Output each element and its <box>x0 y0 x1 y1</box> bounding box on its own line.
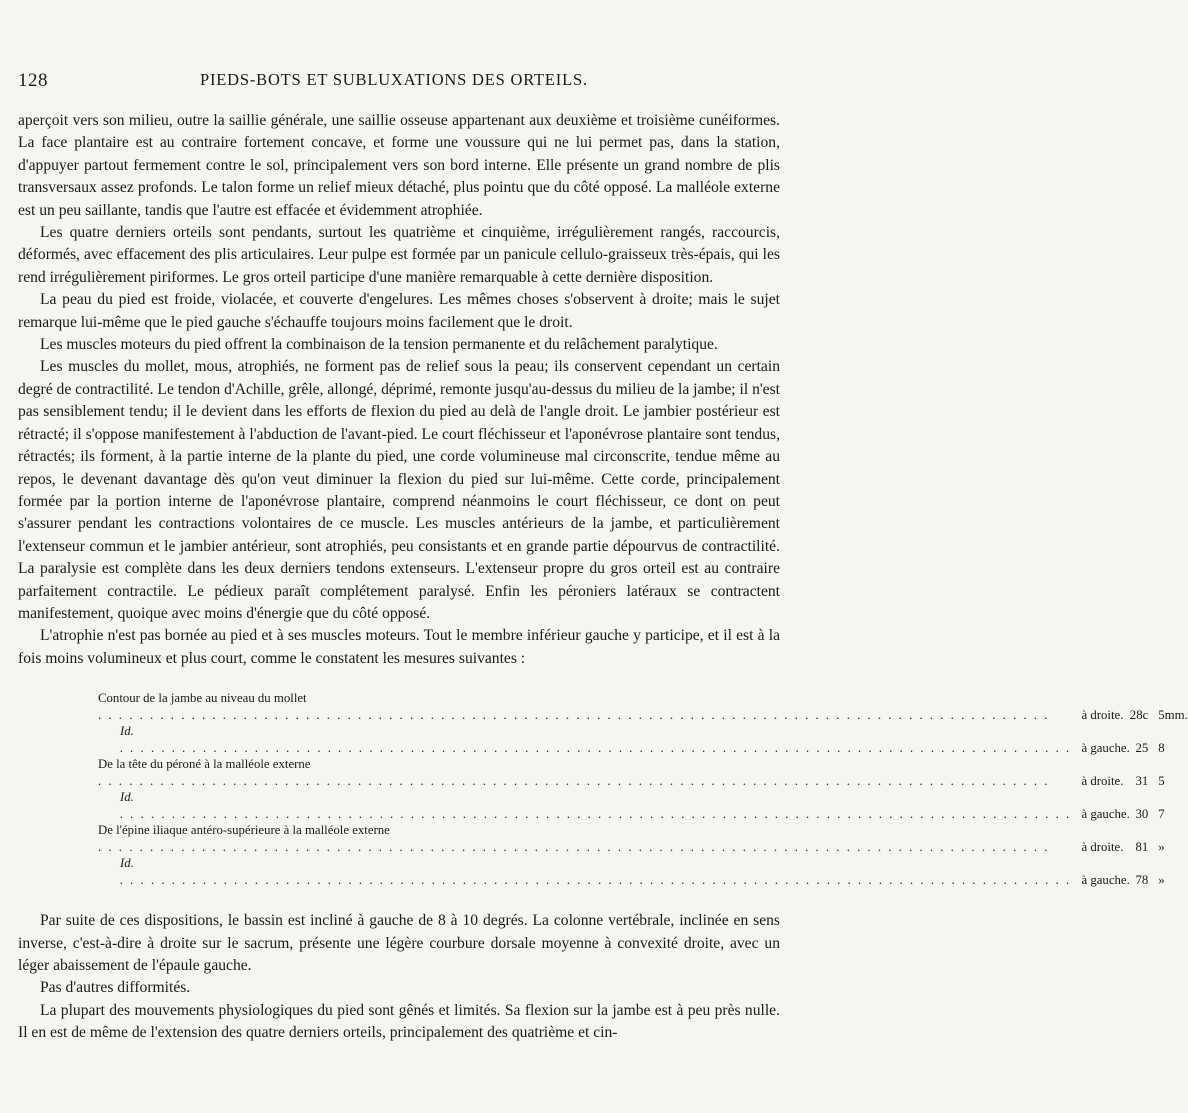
measure-value-cm: 81 <box>1135 839 1149 854</box>
measure-label: De la tête du péroné à la malléole externe . . . <box>98 756 1075 789</box>
measure-label: Id. . . . <box>98 723 1075 756</box>
measure-side: à droite. <box>1081 773 1124 788</box>
measure-label: De l'épine iliaque antéro-supérieure à la malléole externe . . . <box>98 822 1075 855</box>
measure-value-cm: 30 <box>1135 806 1149 821</box>
paragraph: La plupart des mouvements physiologiques du pied sont gênés et limités. Sa flexion sur la jambe est à peu près nulle. Il en est de même de l'extension des quatre derniers orteils, principalement des quatrième et cin- <box>18 1001 780 1042</box>
measure-value-mm: » <box>1158 872 1165 887</box>
book-page <box>18 62 1188 1045</box>
table-row <box>98 855 1188 888</box>
measure-label: Id. . . . <box>98 855 1075 888</box>
table-row <box>98 756 1188 789</box>
table-row <box>98 822 1188 855</box>
measure-label: Id. . . . <box>98 789 1075 822</box>
running-title: PIEDS-BOTS ET SUBLUXATIONS DES ORTEILS. <box>200 70 588 89</box>
measure-value-cm: 78 <box>1135 872 1149 887</box>
paragraph: Les muscles du mollet, mous, atrophiés, ne forment pas de relief sous la peau; ils conservent cependant un certain degré de contractilité. Le tendon d'Achille, grêle, allongé, déprimé, remonte jusqu'au-dessus du milieu de la jambe; il n'est pas sensiblement tendu; il le devient dans les efforts de flexion du pied au delà de l'angle droit. Le jambier postérieur est rétracté; il s'oppose manifestement à l'abduction de l'avant-pied. Le court fléchisseur et l'aponévrose plantaire sont tendus, rétractés; ils forment, à la partie interne de la plante du pied, une corde volumineuse mal circonscrite, tendue même au repos, le devenant davantage dès qu'on veut diminuer la flexion du pied sur lui-même. Cette corde, principalement formée par la portion interne de l'aponévrose plantaire, comprend néanmoins le court fléchisseur, ce dont on peut s'assurer pendant les contractions volontaires de ce muscle. Les muscles antérieurs de la jambe, et particulièrement l'extenseur commun et le jambier antérieur, sont atrophiés, peu consistants et en grande partie dépourvus de contractilité. La paralysie est complète dans les deux derniers tendons extenseurs. L'extenseur propre du gros orteil est au contraire parfaitement contractile. Le pédieux paraît complétement paralysé. Enfin les péroniers latéraux se contractent manifestement, quoique avec moins d'énergie que du côté opposé. <box>18 358 780 622</box>
table-row <box>98 723 1188 756</box>
paragraph: L'atrophie n'est pas bornée au pied et à ses muscles moteurs. Tout le membre inférieur gauche y participe, et il est à la fois moins volumineux et plus court, comme le constatent les mesures suivantes : <box>18 627 780 667</box>
measure-value-cm: 25 <box>1135 740 1149 755</box>
paragraph: Pas d'autres difformités. <box>40 979 191 997</box>
measure-side: à gauche. <box>1081 806 1130 821</box>
table-row <box>98 690 1188 723</box>
measure-value-mm: 5mm. <box>1158 707 1188 722</box>
measure-value-mm: 5 <box>1158 773 1165 788</box>
body-text <box>18 110 1188 1045</box>
paragraph: La peau du pied est froide, violacée, et couverte d'engelures. Les mêmes choses s'observent à droite; mais le sujet remarque lui-même que le pied gauche s'échauffe toujours moins facilement que le droit. <box>18 291 780 331</box>
measure-value-cm: 31 <box>1135 773 1149 788</box>
page-number: 128 <box>18 70 48 91</box>
measurements-table <box>98 690 1188 888</box>
paragraph: Les quatre derniers orteils sont pendants, surtout les quatrième et cinquième, irrégulièrement rangés, raccourcis, déformés, avec effacement des plis articulaires. Leur pulpe est formée par un panicule cellulo-graisseux très-épais, qui les rend irrégulièrement piriformes. Le gros orteil participe d'une manière remarquable à cette dernière disposition. <box>18 224 780 286</box>
measure-value-mm: 7 <box>1158 806 1165 821</box>
measure-side: à gauche. <box>1081 740 1130 755</box>
paragraph: Les muscles moteurs du pied offrent la combinaison de la tension permanente et du relâchement paralytique. <box>40 336 718 354</box>
paragraph: aperçoit vers son milieu, outre la saillie générale, une saillie osseuse appartenant aux deuxième et troisième cunéiformes. La face plantaire est au contraire fortement concave, et forme une voussure qui ne lui permet pas, dans la station, d'appuyer partout fermement contre le sol, principalement vers son bord interne. Elle présente un grand nombre de plis transversaux assez profonds. Le talon forme un relief mieux détaché, plus pointu que du côté opposé. La malléole externe est un peu saillante, tandis que l'autre est effacée et évidemment atrophiée. <box>18 112 780 219</box>
measure-side: à droite. <box>1081 707 1124 722</box>
measure-value-mm: 8 <box>1158 740 1165 755</box>
measure-value-mm: » <box>1158 839 1165 854</box>
measure-value-cm: 28c <box>1129 707 1149 722</box>
measure-label: Contour de la jambe au niveau du mollet . . . <box>98 690 1075 723</box>
paragraph: Par suite de ces dispositions, le bassin est incliné à gauche de 8 à 10 degrés. La colonne vertébrale, inclinée en sens inverse, c'est-à-dire à droite sur le sacrum, présente une légère courbure dorsale moyenne à convexité droite, avec un léger abaissement de l'épaule gauche. <box>18 912 780 974</box>
table-row <box>98 789 1188 822</box>
measure-side: à droite. <box>1081 839 1124 854</box>
page-header <box>18 62 780 92</box>
measure-side: à gauche. <box>1081 872 1130 887</box>
